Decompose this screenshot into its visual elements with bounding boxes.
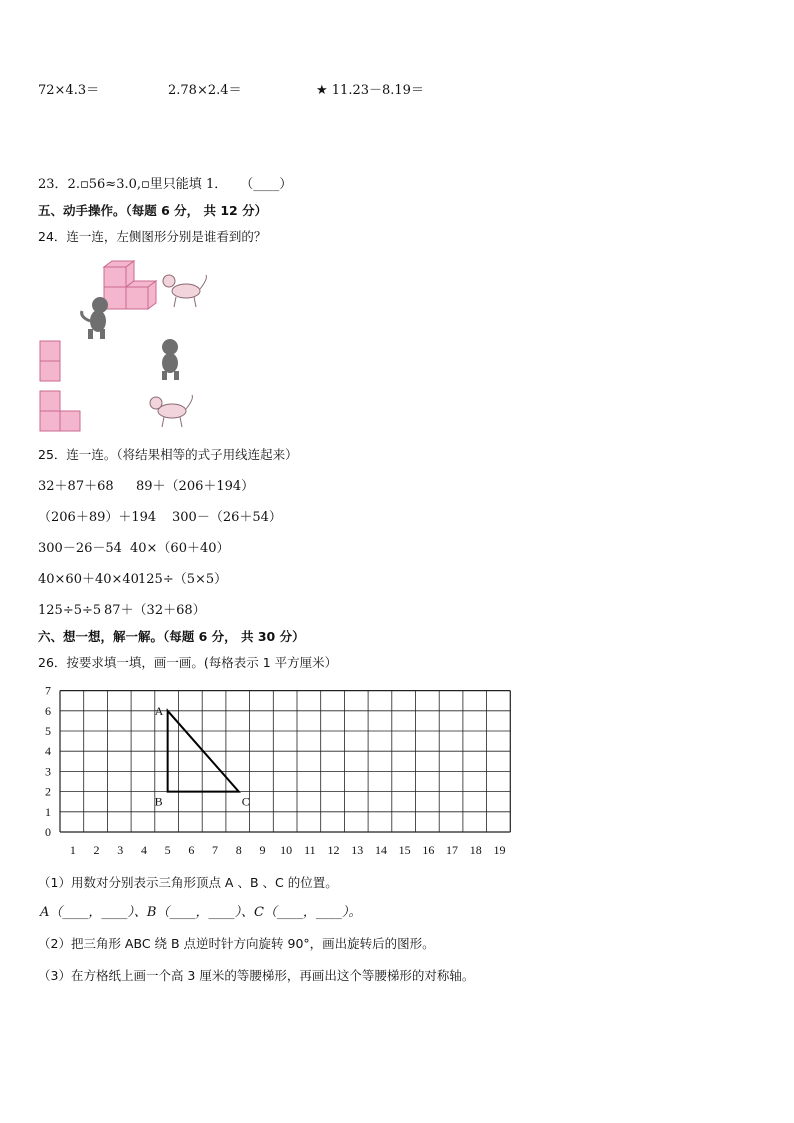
question-26-1-blanks: A（____，____）、B（____，____）、C（____，____）。 (40, 905, 362, 920)
y-tick-label: 0 (45, 825, 51, 839)
q25-right-2: 300－（26＋54） (172, 510, 282, 525)
x-tick-label: 6 (188, 843, 195, 857)
question-24: 24．连一连，左侧图形分别是谁看到的？ (38, 229, 267, 244)
x-tick-label: 14 (374, 843, 387, 857)
q25-left-5: 125÷5÷5 (38, 603, 102, 618)
x-tick-label: 9 (259, 843, 266, 857)
dog-icon (163, 275, 206, 307)
view-side (40, 391, 80, 431)
x-tick-label: 3 (117, 843, 124, 857)
x-tick-label: 18 (469, 843, 482, 857)
y-tick-label: 3 (45, 764, 51, 779)
question-25: 25．连一连。（将结果相等的式子用线连起来） (38, 447, 298, 462)
calc-item-3: ★ 11.23－8.19＝ (316, 83, 424, 98)
x-tick-label: 8 (235, 843, 242, 857)
x-tick-label: 11 (304, 843, 316, 857)
view-front (40, 341, 60, 381)
vertex-label-a: A (154, 703, 164, 718)
x-tick-label: 13 (351, 843, 364, 857)
q25-right-3: 40×（60＋40） (130, 541, 230, 556)
q25-left-1: 32＋87＋68 (38, 479, 114, 494)
section-6-heading: 六、想一想，解一解。（每题 6 分， 共 30 分） (38, 629, 305, 644)
y-tick-label: 7 (45, 683, 51, 698)
x-tick-label: 16 (422, 843, 435, 857)
calc-item-2: 2.78×2.4＝ (168, 83, 242, 98)
question-24-figure (36, 255, 236, 435)
x-tick-label: 12 (327, 843, 340, 857)
vertex-label-c: C (241, 794, 250, 809)
x-tick-label: 10 (280, 843, 293, 857)
calc-item-1: 72×4.3＝ (38, 83, 100, 98)
monkey-icon (82, 297, 108, 339)
x-tick-label: 2 (93, 843, 100, 857)
question-26-3: （3）在方格纸上画一个高 3 厘米的等腰梯形，再画出这个等腰梯形的对称轴。 (38, 968, 475, 983)
x-tick-label: 5 (164, 843, 171, 857)
q25-right-1: 89＋（206＋194） (136, 479, 255, 494)
q25-left-4: 40×60＋40×40 (38, 572, 139, 587)
x-tick-label: 1 (69, 843, 76, 857)
vertex-label-b: B (154, 794, 163, 809)
x-tick-label: 15 (398, 843, 411, 857)
question-26-2: （2）把三角形 ABC 绕 B 点逆时针方向旋转 90°，画出旋转后的图形。 (38, 936, 435, 951)
question-26: 26．按要求填一填，画一画。(每格表示 1 平方厘米） (38, 655, 338, 670)
q25-left-3: 300－26－54 (38, 541, 122, 556)
y-tick-label: 2 (45, 784, 51, 799)
question-26-1: （1）用数对分别表示三角形顶点 A 、B 、C 的位置。 (38, 875, 338, 890)
cube-stack (104, 261, 156, 309)
y-tick-label: 5 (45, 724, 51, 738)
y-tick-label: 1 (45, 804, 51, 819)
q25-right-5: 87＋（32＋68） (104, 603, 206, 618)
q25-left-2: （206＋89）＋194 (38, 510, 157, 525)
dog-viewer-icon (150, 395, 192, 427)
section-5-heading: 五、动手操作。（每题 6 分， 共 12 分） (38, 203, 268, 218)
x-tick-label: 4 (140, 843, 147, 857)
y-tick-label: 4 (45, 744, 51, 759)
monkey-viewer-icon (162, 339, 179, 380)
question-23: 23．2.▫56≈3.0,▫里只能填 1． （____） (38, 177, 293, 192)
x-tick-label: 7 (212, 843, 219, 857)
x-tick-label: 19 (493, 843, 506, 857)
y-tick-label: 6 (45, 703, 51, 718)
x-tick-label: 17 (446, 843, 459, 857)
q25-right-4: 125÷（5×5） (138, 572, 228, 587)
coordinate-grid (30, 682, 530, 862)
